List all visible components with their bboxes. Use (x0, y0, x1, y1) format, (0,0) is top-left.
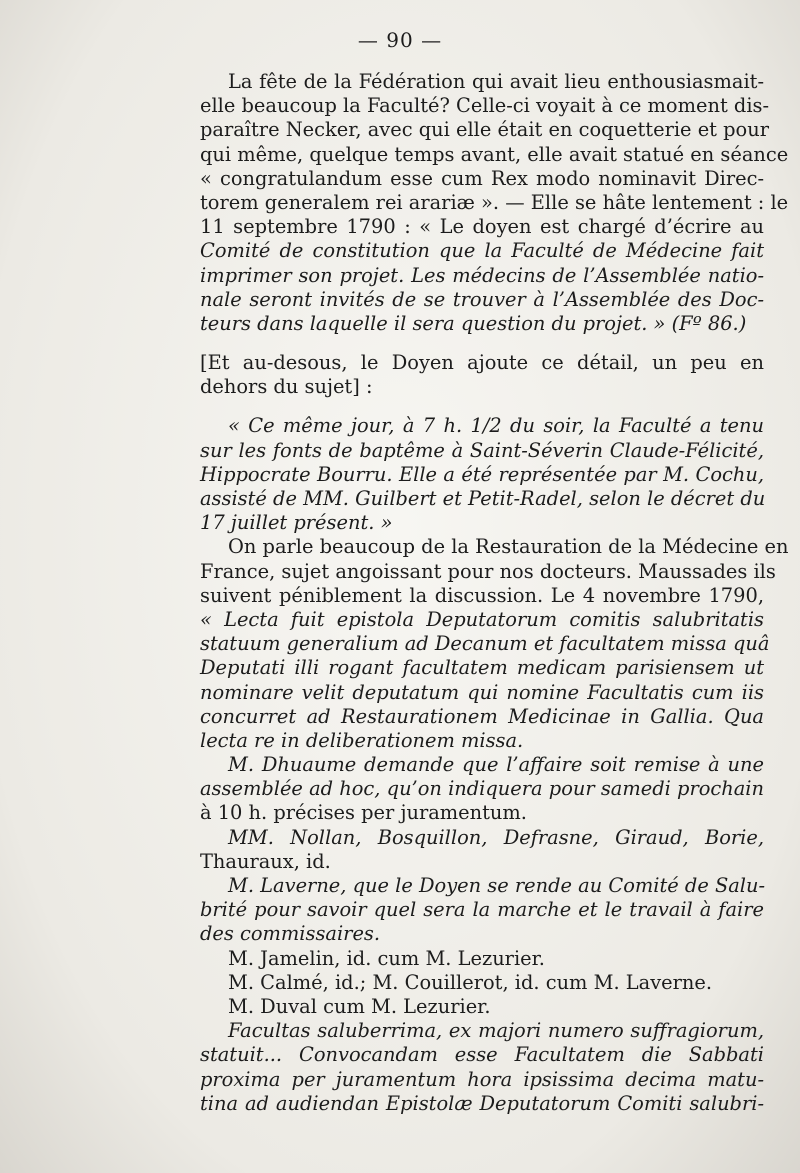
text-line: M. Calmé, id.; M. Couillerot, id. cum M. Laverne. (228, 970, 713, 994)
text-line: MM. Nollan, Bosquillon, Defrasne, Giraud, Borie, (228, 825, 764, 849)
paragraph-gap (200, 399, 764, 414)
text-line: proxima per juramentum hora ipsissima decima matu- (200, 1067, 764, 1091)
text-line: 17 juillet présent. » (200, 511, 393, 535)
text-line: brité pour savoir quel sera la marche et le travail à faire (200, 898, 764, 922)
text-line: lecta re in deliberationem missa. (200, 728, 524, 752)
text-line: elle beaucoup la Faculté? Celle-ci voyait à ce moment dis- (200, 94, 770, 118)
text-line: nominare velit deputatum qui nomine Facultatis cum iis (200, 680, 764, 704)
text-line: statuit... Convocandam esse Facultatem die Sabbati (200, 1043, 764, 1067)
text-line: concurret ad Restaurationem Medicinae in Gallia. Qua (200, 704, 764, 728)
paragraph (200, 70, 789, 336)
text-line: La fête de la Fédération qui avait lieu enthousiasmait- (228, 70, 764, 93)
text-line: Hippocrate Bourru. Elle a été représentée par M. Cochu, (200, 462, 764, 486)
text-line: paraître Necker, avec qui elle était en coquetterie et pour (200, 118, 769, 142)
text-line: Deputati illi rogant facultatem medicam parisiensem ut (200, 656, 764, 680)
text-line: dehors du sujet] : (200, 375, 373, 399)
text-line: M. Dhuaume demande que l’affaire soit remise à une (228, 753, 764, 777)
text-line: tina ad audiendan Epistolæ Deputatorum Comiti salubri- (200, 1091, 764, 1115)
text-line: Comité de constitution que la Faculté de Médecine fait (200, 239, 764, 263)
page-number: — 90 — (357, 28, 443, 52)
text-line: France, sujet angoissant pour nos docteurs. Maussades ils (200, 559, 776, 583)
text-line: « Lecta fuit epistola Deputatorum comitis salubritatis (200, 607, 764, 631)
text-line: « Ce même jour, à 7 h. 1/2 du soir, la Faculté a tenu (228, 414, 764, 438)
text-line: à 10 h. précises per juramentum. (200, 801, 527, 825)
page-text (200, 70, 789, 1116)
paragraph (200, 414, 789, 1115)
text-line: des commissaires. (200, 922, 381, 946)
text-line: Facultas saluberrima, ex majori numero suffragiorum, (228, 1019, 764, 1043)
paragraph-gap (200, 336, 764, 351)
text-line: M. Duval cum M. Lezurier. (228, 994, 491, 1018)
text-line: assisté de MM. Guilbert et Petit-Radel, selon le décret du (200, 487, 766, 510)
text-line: qui même, quelque temps avant, elle avait statué en séance (200, 142, 789, 166)
paragraph (200, 351, 764, 399)
text-line: [Et au-desous, le Doyen ajoute ce détail, un peu en (200, 351, 764, 375)
text-line: M. Laverne, que le Doyen se rende au Comité de Salu- (228, 874, 766, 897)
text-line: teurs dans laquelle il sera question du projet. » (Fº 86.) (200, 311, 747, 335)
text-line: 11 septembre 1790 : « Le doyen est chargé d’écrire au (200, 215, 764, 239)
text-line: torem generalem rei arariæ ». — Elle se hâte lentement : le (200, 190, 789, 214)
text-line: imprimer son projet. Les médecins de l’Assemblée natio- (200, 263, 764, 287)
text-line: « congratulandum esse cum Rex modo nominavit Direc- (200, 166, 764, 190)
text-line: Thauraux, id. (200, 849, 331, 873)
text-line: M. Jamelin, id. cum M. Lezurier. (228, 946, 545, 970)
text-line: suivent péniblement la discussion. Le 4 novembre 1790, (200, 583, 764, 607)
text-line: sur les fonts de baptême à Saint-Séverin Claude-Félicité, (200, 438, 764, 462)
text-line: assemblée ad hoc, qu’on indiquera pour samedi prochain (200, 777, 764, 801)
text-line: On parle beaucoup de la Restauration de la Médecine en (228, 535, 789, 559)
text-line: nale seront invités de se trouver à l’Assemblée des Doc- (200, 287, 764, 311)
text-line: statuum generalium ad Decanum et facultatem missa quâ (200, 632, 770, 656)
